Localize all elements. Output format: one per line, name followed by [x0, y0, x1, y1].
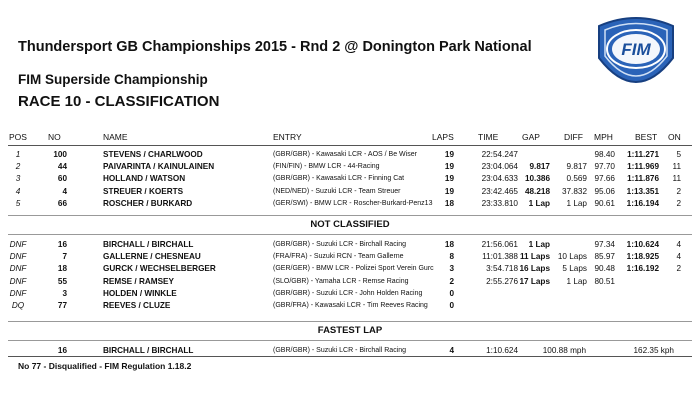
cell-name: HOLDEN / WINKLE: [103, 288, 177, 298]
cell-best: 1:11.271: [627, 150, 659, 159]
cell-entry: (FIN/FIN) - BMW LCR - 44-Racing: [273, 163, 380, 171]
cell-on: 4: [676, 252, 681, 262]
cell-laps: 3: [449, 264, 454, 274]
cell-best: 1:18.925: [626, 252, 659, 262]
cell-gap: 48.218: [524, 186, 550, 196]
cell-mph: 90.48: [594, 264, 615, 274]
cell-no: 100: [53, 150, 67, 159]
fastest-lap-heading: FASTEST LAP: [317, 325, 383, 336]
cell-laps: 8: [449, 252, 454, 262]
cell-pos: 2: [15, 162, 21, 172]
championship-title: FIM Superside Championship: [18, 72, 208, 87]
col-name: NAME: [103, 132, 128, 142]
cell-mph: 98.40: [594, 150, 615, 159]
cell-pos: 3: [15, 174, 21, 184]
fastest-lap-no: 16: [57, 346, 67, 355]
cell-gap: 1 Lap: [528, 240, 550, 249]
cell-pos: DNF: [9, 288, 27, 298]
cell-diff: 1 Lap: [566, 276, 587, 286]
footnote: No 77 - Disqualified - FIM Regulation 1.18.2: [18, 361, 192, 371]
cell-laps: 19: [444, 174, 454, 184]
cell-time: 3:54.718: [486, 264, 518, 274]
cell-entry: (GBR/GBR) - Suzuki LCR - Birchall Racing: [273, 241, 407, 248]
cell-name: REMSE / RAMSEY: [103, 276, 174, 286]
cell-name: REEVES / CLUZE: [103, 301, 171, 310]
cell-diff: 5 Laps: [562, 264, 587, 274]
cell-entry: (GBR/GBR) - Kawasaki LCR - Finning Cat: [273, 175, 405, 183]
cell-name: STREUER / KOERTS: [103, 186, 184, 196]
cell-name: PAIVARINTA / KAINULAINEN: [103, 162, 215, 172]
cell-mph: 95.06: [594, 186, 615, 196]
cell-gap: 9.817: [529, 162, 550, 172]
cell-best: 1:11.969: [627, 162, 659, 172]
cell-on: 2: [676, 198, 681, 208]
not-classified-heading: NOT CLASSIFIED: [310, 219, 390, 230]
cell-best: 1:16.192: [626, 264, 659, 274]
cell-mph: 80.51: [594, 276, 615, 286]
cell-on: 11: [672, 174, 681, 184]
separator-rule: [8, 215, 692, 216]
col-laps: LAPS: [432, 132, 454, 142]
cell-pos: DQ: [11, 301, 25, 310]
cell-laps: 19: [444, 150, 454, 159]
cell-name: GURCK / WECHSELBERGER: [103, 264, 216, 274]
cell-mph: 97.34: [594, 240, 615, 249]
cell-on: 2: [676, 186, 681, 196]
cell-diff: 10 Laps: [557, 252, 587, 262]
cell-pos: DNF: [9, 252, 27, 262]
cell-pos: 4: [15, 186, 21, 196]
cell-no: 16: [57, 240, 67, 249]
cell-gap: 17 Laps: [519, 276, 550, 286]
cell-gap: 10.386: [524, 174, 550, 184]
cell-pos: DNF: [9, 240, 27, 249]
cell-on: 5: [676, 150, 681, 159]
cell-mph: 85.97: [594, 252, 615, 262]
cell-best: 1:10.624: [626, 240, 659, 249]
cell-no: 60: [57, 174, 67, 184]
cell-laps: 18: [444, 198, 454, 208]
cell-no: 3: [62, 288, 67, 298]
cell-on: 2: [676, 264, 681, 274]
cell-pos: DNF: [9, 276, 27, 286]
cell-time: 23:33.810: [481, 198, 518, 208]
cell-diff: 9.817: [566, 162, 587, 172]
col-mph: MPH: [594, 132, 613, 142]
cell-laps: 18: [444, 240, 454, 249]
cell-no: 4: [62, 186, 67, 196]
col-entry: ENTRY: [273, 132, 302, 142]
cell-time: 2:55.276: [486, 276, 518, 286]
cell-time: 23:42.465: [481, 186, 518, 196]
cell-entry: (SLO/GBR) - Yamaha LCR - Remse Racing: [273, 277, 409, 285]
fastest-lap-lap: 4: [449, 346, 454, 355]
cell-on: 4: [676, 240, 681, 249]
cell-time: 21:56.061: [481, 240, 518, 249]
cell-best: 1:16.194: [626, 198, 659, 208]
cell-entry: (FRA/FRA) - Suzuki RCN - Team Gallerne: [273, 253, 404, 261]
col-pos: POS: [9, 132, 27, 142]
cell-laps: 19: [444, 186, 454, 196]
cell-time: 22:54.247: [481, 150, 518, 159]
cell-name: ROSCHER / BURKARD: [103, 198, 193, 208]
cell-entry: (GER/GER) - BMW LCR - Polizei Sport Verein Gurc: [273, 265, 434, 273]
cell-entry: (GBR/GBR) - Suzuki LCR - John Holden Racing: [273, 289, 423, 297]
cell-gap: 16 Laps: [519, 264, 550, 274]
cell-name: HOLLAND / WATSON: [103, 174, 186, 184]
separator-rule: [8, 340, 692, 341]
fastest-lap-name: BIRCHALL / BIRCHALL: [103, 346, 194, 355]
cell-laps: 2: [449, 276, 454, 286]
page-title: Thundersport GB Championships 2015 - Rnd 2 @ Donington Park National: [18, 39, 532, 55]
cell-entry: (NED/NED) - Suzuki LCR - Team Streuer: [273, 187, 401, 195]
cell-diff: 1 Lap: [566, 198, 587, 208]
fastest-lap-kph: 162.35 kph: [633, 346, 674, 355]
separator-rule: [8, 234, 692, 235]
race-title: RACE 10 - CLASSIFICATION: [18, 93, 220, 110]
cell-no: 66: [57, 198, 67, 208]
fim-logo: [591, 12, 681, 94]
cell-entry: (GBR/GBR) - Kawasaki LCR - AOS / Be Wiser: [273, 151, 417, 158]
cell-diff: 37.832: [561, 186, 587, 196]
cell-gap: 1 Lap: [528, 198, 550, 208]
col-diff: DIFF: [564, 132, 583, 142]
cell-mph: 97.66: [594, 174, 615, 184]
col-best: BEST: [635, 132, 658, 142]
cell-laps: 19: [444, 162, 454, 172]
cell-no: 44: [57, 162, 67, 172]
cell-name: STEVENS / CHARLWOOD: [103, 150, 203, 159]
cell-no: 7: [62, 252, 67, 262]
cell-name: GALLERNE / CHESNEAU: [103, 252, 201, 262]
cell-time: 23:04.064: [481, 162, 518, 172]
cell-entry: (GER/SWI) - BMW LCR - Roscher-Burkard-Penz13: [273, 199, 433, 207]
cell-no: 77: [57, 301, 67, 310]
col-time: TIME: [478, 132, 499, 142]
cell-no: 55: [57, 276, 67, 286]
cell-time: 11:01.388: [482, 252, 518, 262]
cell-no: 18: [57, 264, 67, 274]
cell-on: 11: [672, 162, 681, 172]
cell-name: BIRCHALL / BIRCHALL: [103, 240, 194, 249]
header-rule: [8, 145, 692, 146]
cell-best: 1:13.351: [626, 186, 659, 196]
cell-pos: DNF: [9, 264, 27, 274]
fastest-lap-mph: 100.88 mph: [542, 346, 586, 355]
logo-text: FIM: [621, 40, 651, 59]
cell-mph: 97.70: [594, 162, 615, 172]
col-no: NO: [48, 132, 61, 142]
col-on: ON: [668, 132, 681, 142]
cell-entry: (GBR/FRA) - Kawasaki LCR - Tim Reeves Racing: [273, 302, 428, 309]
cell-pos: 5: [15, 198, 21, 208]
cell-laps: 0: [449, 301, 454, 310]
cell-diff: 0.569: [566, 174, 587, 184]
cell-laps: 0: [449, 288, 454, 298]
separator-rule: [8, 321, 692, 322]
fastest-lap-time: 1:10.624: [486, 346, 518, 355]
bottom-rule: [8, 356, 692, 357]
fastest-lap-entry: (GBR/GBR) - Suzuki LCR - Birchall Racing: [273, 347, 407, 354]
col-gap: GAP: [522, 132, 540, 142]
cell-best: 1:11.876: [627, 174, 659, 184]
cell-time: 23:04.633: [481, 174, 518, 184]
cell-gap: 11 Laps: [519, 252, 550, 262]
cell-mph: 90.61: [594, 198, 615, 208]
cell-pos: 1: [15, 150, 21, 159]
